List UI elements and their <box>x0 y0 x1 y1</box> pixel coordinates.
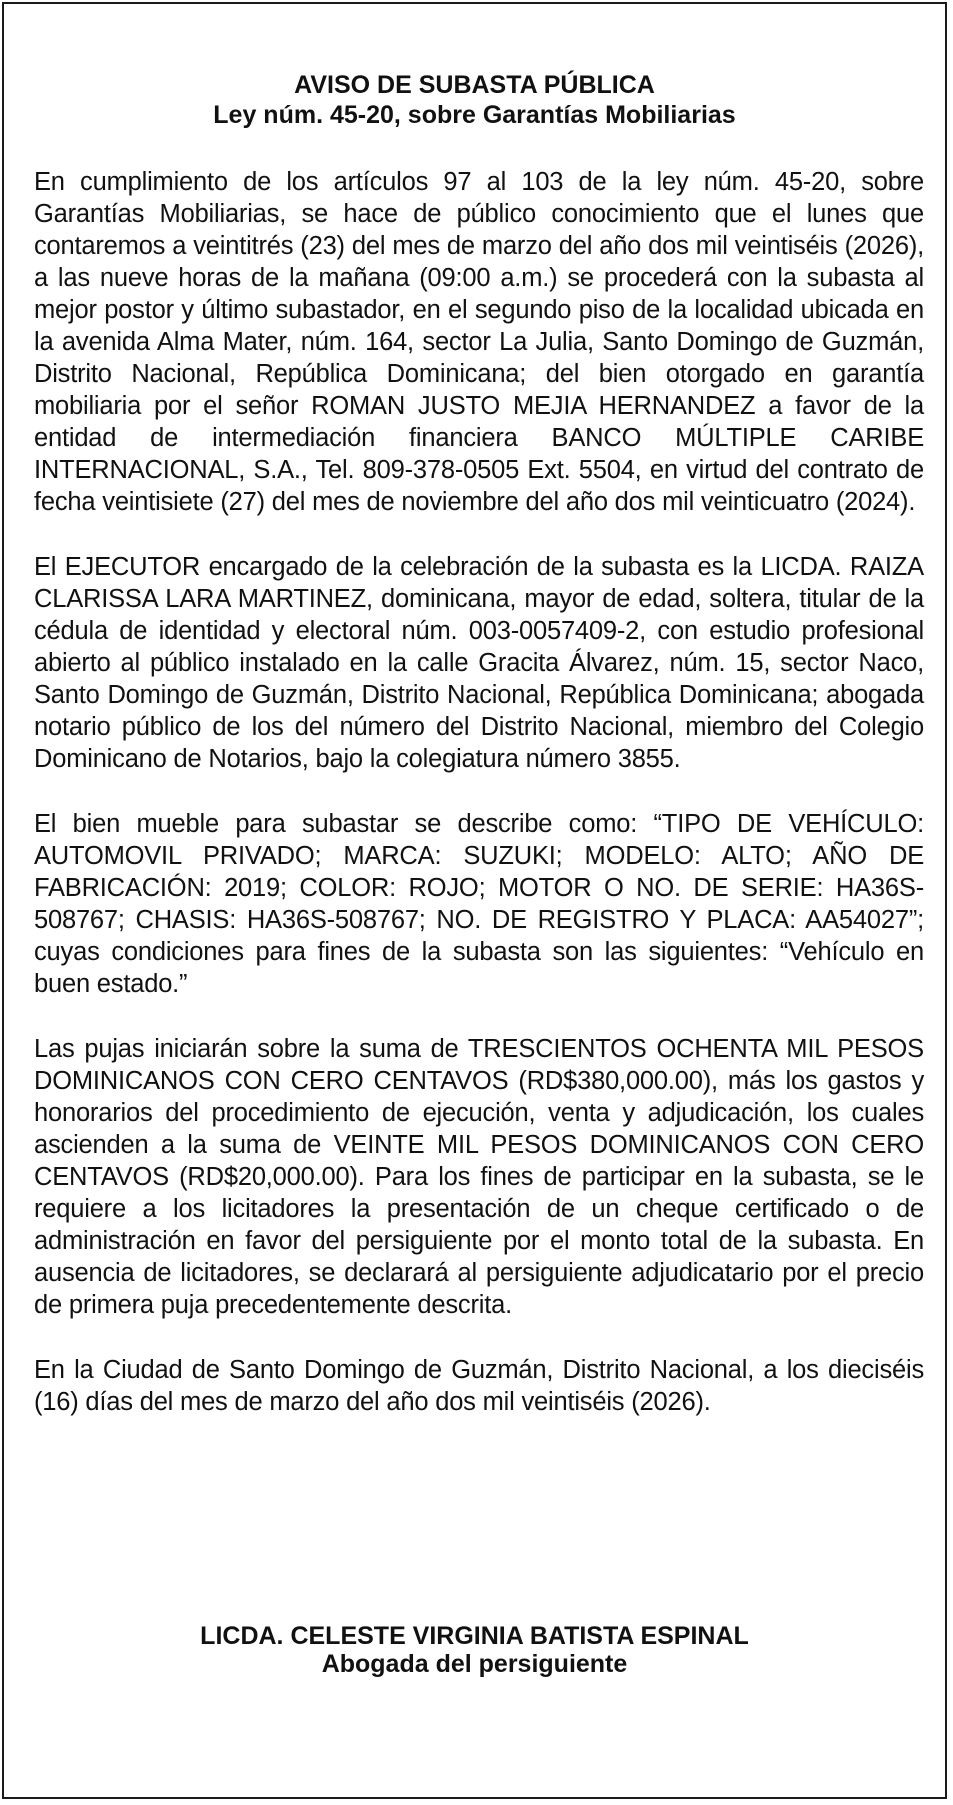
signature-role: Abogada del persiguiente <box>321 1650 628 1678</box>
paragraph-place-date: En la Ciudad de Santo Domingo de Guzmán, Distrito Nacional, a los dieciséis (16) días del mes de marzo del año dos mil veintiséis (2026). <box>34 1356 924 1416</box>
notice-body <box>34 166 924 1418</box>
paragraph-bidding-terms: Las pujas iniciarán sobre la suma de TRESCIENTOS OCHENTA MIL PESOS DOMINICANOS CON CERO CENTAVOS (RD$380,000.00), más los gastos y honorarios del procedimiento de ejecución, venta y adjudicación, los cuales ascienden a la suma de VEINTE MIL PESOS DOMINICANOS CON CERO CENTAVOS (RD$20,000.00). Para los fines de participar en la subasta, se le requiere a los licitadores la presentación de un cheque certificado o de administración en favor del persiguiente por el monto total de la subasta. En ausencia de licitadores, se declarará al persiguiente adjudicatario por el precio de primera puja precedentemente descrita. <box>34 1035 924 1319</box>
notice-header <box>4 70 945 130</box>
notice-subtitle: Ley núm. 45-20, sobre Garantías Mobiliarias <box>213 101 736 129</box>
paragraph-vehicle-description: El bien mueble para subastar se describe como: “TIPO DE VEHÍCULO: AUTOMOVIL PRIVADO; MARCA: SUZUKI; MODELO: ALTO; AÑO DE FABRICACIÓN: 2019; COLOR: ROJO; MOTOR O NO. DE SERIE: HA36S-508767; CHASIS: HA36S-508767; NO. DE REGISTRO Y PLACA: AA54027”; cuyas condiciones para fines de la subasta son las siguientes: “Vehículo en buen estado.” <box>34 810 924 998</box>
auction-notice <box>2 2 947 1799</box>
paragraph-executor: El EJECUTOR encargado de la celebración de la subasta es la LICDA. RAIZA CLARISSA LARA MARTINEZ, dominicana, mayor de edad, soltera, titular de la cédula de identidad y electoral núm. 003-0057409-2, con estudio profesional abierto al público instalado en la calle Gracita Álvarez, núm. 15, sector Naco, Santo Domingo de Guzmán, Distrito Nacional, República Dominicana; abogada notario público de los del número del Distrito Nacional, miembro del Colegio Dominicano de Notarios, bajo la colegiatura número 3855. <box>34 553 924 773</box>
signature-block <box>4 1622 945 1678</box>
signature-name: LICDA. CELESTE VIRGINIA BATISTA ESPINAL <box>200 1622 749 1650</box>
paragraph-auction-details: En cumplimiento de los artículos 97 al 103 de la ley núm. 45-20, sobre Garantías Mobiliarias, se hace de público conocimiento que el lunes que contaremos a veintitrés (23) del mes de marzo del año dos mil veintiséis (2026), a las nueve horas de la mañana (09:00 a.m.) se procederá con la subasta al mejor postor y último subastador, en el segundo piso de la localidad ubicada en la avenida Alma Mater, núm. 164, sector La Julia, Santo Domingo de Guzmán, Distrito Nacional, República Dominicana; del bien otorgado en garantía mobiliaria por el señor ROMAN JUSTO MEJIA HERNANDEZ a favor de la entidad de intermediación financiera BANCO MÚLTIPLE CARIBE INTERNACIONAL, S.A., Tel. 809-378-0505 Ext. 5504, en virtud del contrato de fecha veintisiete (27) del mes de noviembre del año dos mil veinticuatro (2024). <box>34 168 924 516</box>
notice-title: AVISO DE SUBASTA PÚBLICA <box>294 71 655 99</box>
